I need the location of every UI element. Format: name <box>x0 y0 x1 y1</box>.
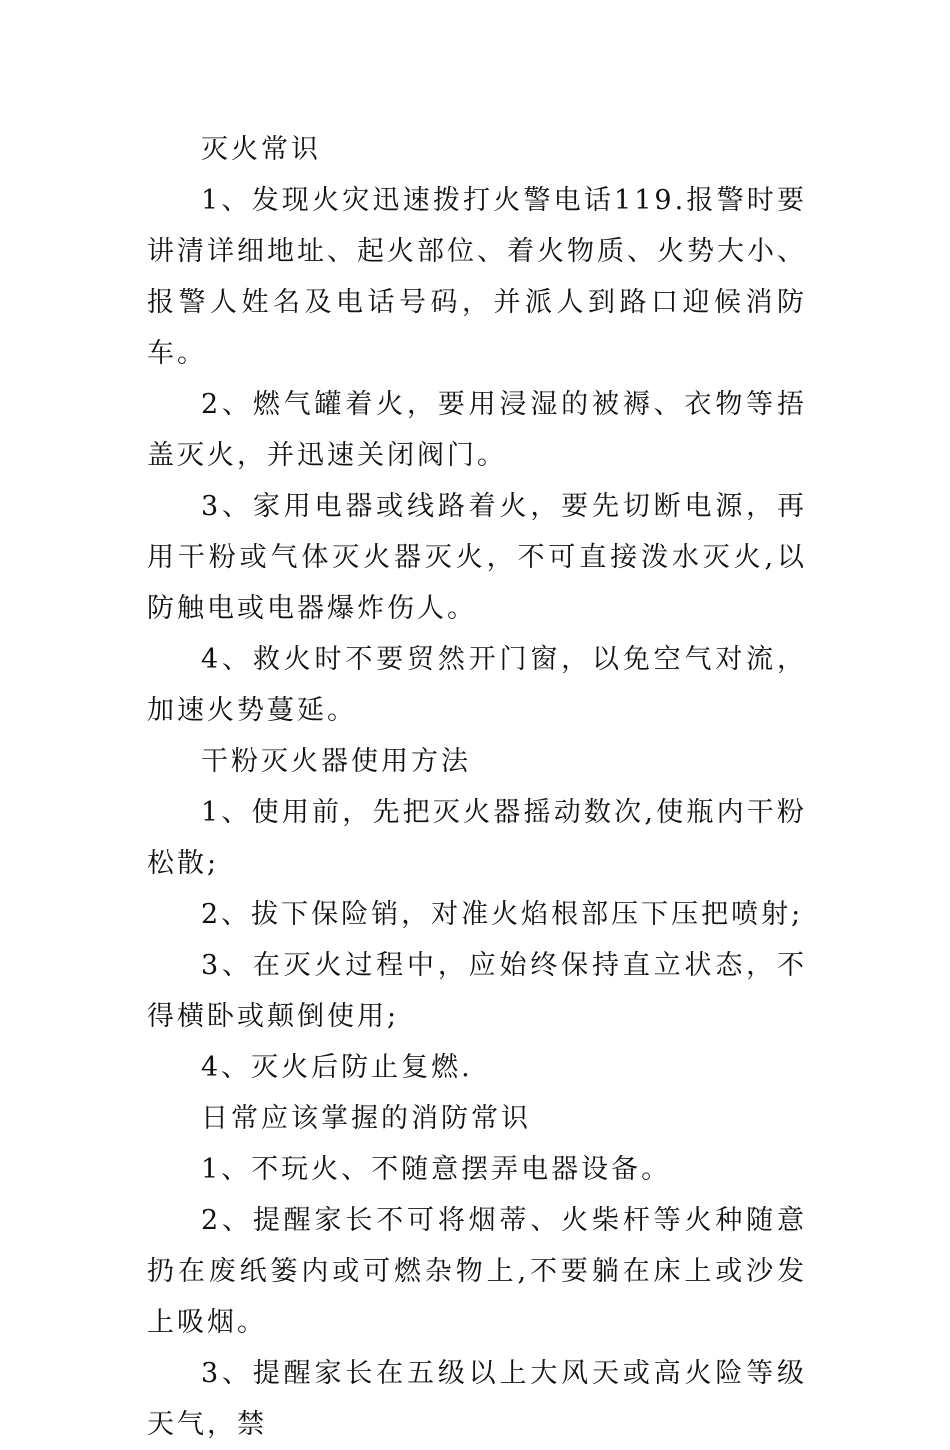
paragraph-cigarettes: 2、提醒家长不可将烟蒂、火柴杆等火种随意扔在废纸篓内或可燃杂物上,不要躺在床上或沙发上吸烟。 <box>147 1205 807 1338</box>
paragraph-gas-tank: 2、燃气罐着火，要用浸湿的被褥、衣物等捂盖灭火，并迅速关闭阀门。 <box>147 389 807 471</box>
paragraph-doors-windows: 4、救火时不要贸然开门窗，以免空气对流，加速火势蔓延。 <box>147 644 807 726</box>
heading-extinguisher-usage: 干粉灭火器使用方法 <box>201 746 471 777</box>
paragraph-no-playing-fire: 1、不玩火、不随意摆弄电器设备。 <box>201 1154 672 1185</box>
document-body <box>147 124 807 1450</box>
paragraph-prevent-reignition: 4、灭火后防止复燃. <box>201 1052 473 1083</box>
heading-daily-fire-safety: 日常应该掌握的消防常识 <box>201 1103 531 1134</box>
paragraph-shake-extinguisher: 1、使用前，先把灭火器摇动数次,使瓶内干粉松散; <box>147 797 807 879</box>
paragraph-windy-weather: 3、提醒家长在五级以上大风天或高火险等级天气，禁 <box>147 1358 807 1440</box>
paragraph-call-119: 1、发现火灾迅速拨打火警电话119.报警时要讲清详细地址、起火部位、着火物质、火势大小、报警人姓名及电话号码，并派人到路口迎候消防车。 <box>147 185 807 369</box>
heading-fire-knowledge: 灭火常识 <box>201 134 321 165</box>
paragraph-pull-pin: 2、拔下保险销，对准火焰根部压下压把喷射; <box>201 899 804 930</box>
paragraph-electrical-fire: 3、家用电器或线路着火，要先切断电源，再用干粉或气体灭火器灭火，不可直接泼水灭火,以防触电或电器爆炸伤人。 <box>147 491 807 624</box>
paragraph-keep-upright: 3、在灭火过程中，应始终保持直立状态，不得横卧或颠倒使用; <box>147 950 807 1032</box>
